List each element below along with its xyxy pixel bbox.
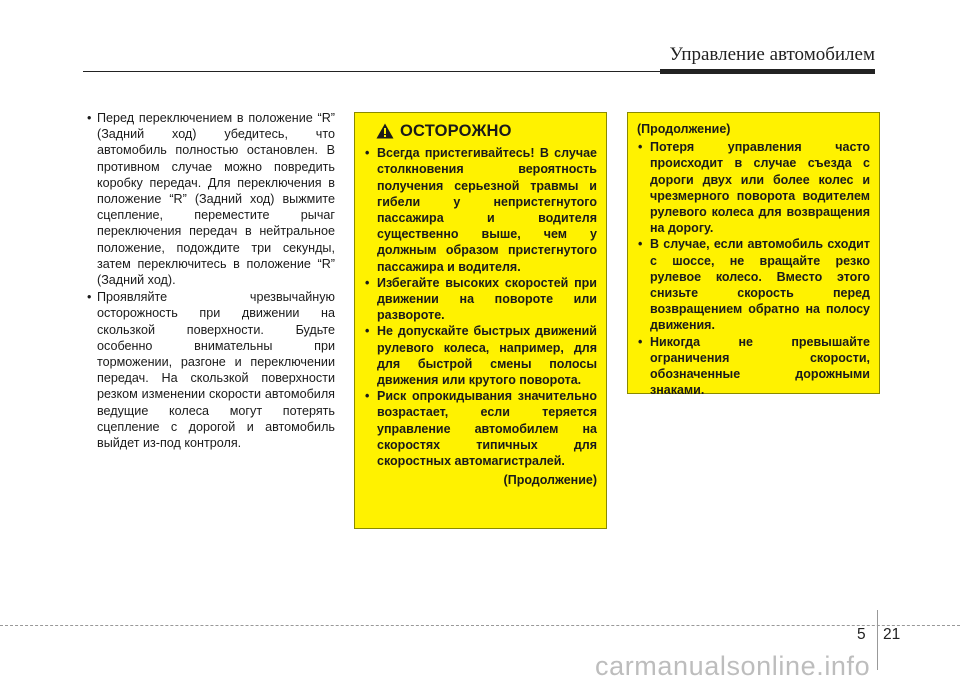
warning-header (376, 123, 597, 139)
header-title: Управление автомобилем (669, 44, 875, 65)
footer-divider (877, 610, 878, 670)
footer-rule (0, 625, 960, 626)
warning-item: • Риск опрокидывания значительно возрастает, если теряется управление автомобилем на скоростях типичных для скоростных автомагистралей. (364, 388, 597, 469)
page-number: 21 (883, 626, 901, 643)
warning-item: • Никогда не превышайте ограничения скорости, обозначенные дорожными знаками. (637, 334, 870, 399)
left-column-text (83, 110, 335, 452)
warning-item: • В случае, если автомобиль сходит с шоссе, не вращайте резко рулевое колесо. Вместо этого снизьте скорость перед возвращением обратно на полосу движения. (637, 236, 870, 333)
warning-item: • Избегайте высоких скоростей при движении на повороте или развороте. (364, 275, 597, 324)
warning-item: • Не допускайте быстрых движений рулевого колеса, например, для для быстрой смены полосы движения или крутого поворота. (364, 323, 597, 388)
section-number: 5 (857, 626, 866, 643)
warning-item: • Потеря управления часто происходит в случае съезда с дороги двух или более колес и чрезмерного поворота водителем рулевого колеса для возвращения на дорогу. (637, 139, 870, 236)
warning-item: • Всегда пристегивайтесь! В случае столкновения вероятность получения серьезной травмы и гибели у непристегнутого пассажира и водителя существенно выше, чем у должным образом пристегнутого пассажира и водителя. (364, 145, 597, 275)
watermark: carmanualsonline.info (595, 651, 871, 681)
warning-box (354, 112, 607, 529)
warning-box-continued (627, 112, 880, 398)
warning-title: ОСТОРОЖНО (400, 122, 512, 140)
continued-label: (Продолжение) (503, 473, 597, 488)
header-rule-thick (660, 69, 875, 74)
list-item: • Перед переключением в положение “R” (Задний ход) убедитесь, что автомобиль полностью остановлен. В противном случае можно повредить коробку передач. Для переключения в положение “R” (Задний ход) выжмите сцепление, переместите рычаг переключения передач в нейтральное положение, подождите три секунды, затем переключитесь в положение “R” (Задний ход). (83, 110, 335, 288)
warning-triangle-icon (376, 123, 394, 139)
continued-label: (Продолжение) (637, 122, 731, 136)
list-item: • Проявляйте чрезвычайную осторожность при движении на скользкой поверхности. Будьте особенно внимательны при торможении, разгоне и переключении передач. На скользкой поверхности резком изменении скорости автомобиля ведущие колеса могут потерять сцепление с дорогой и автомобиль выйдет из-под контроля. (83, 289, 335, 451)
